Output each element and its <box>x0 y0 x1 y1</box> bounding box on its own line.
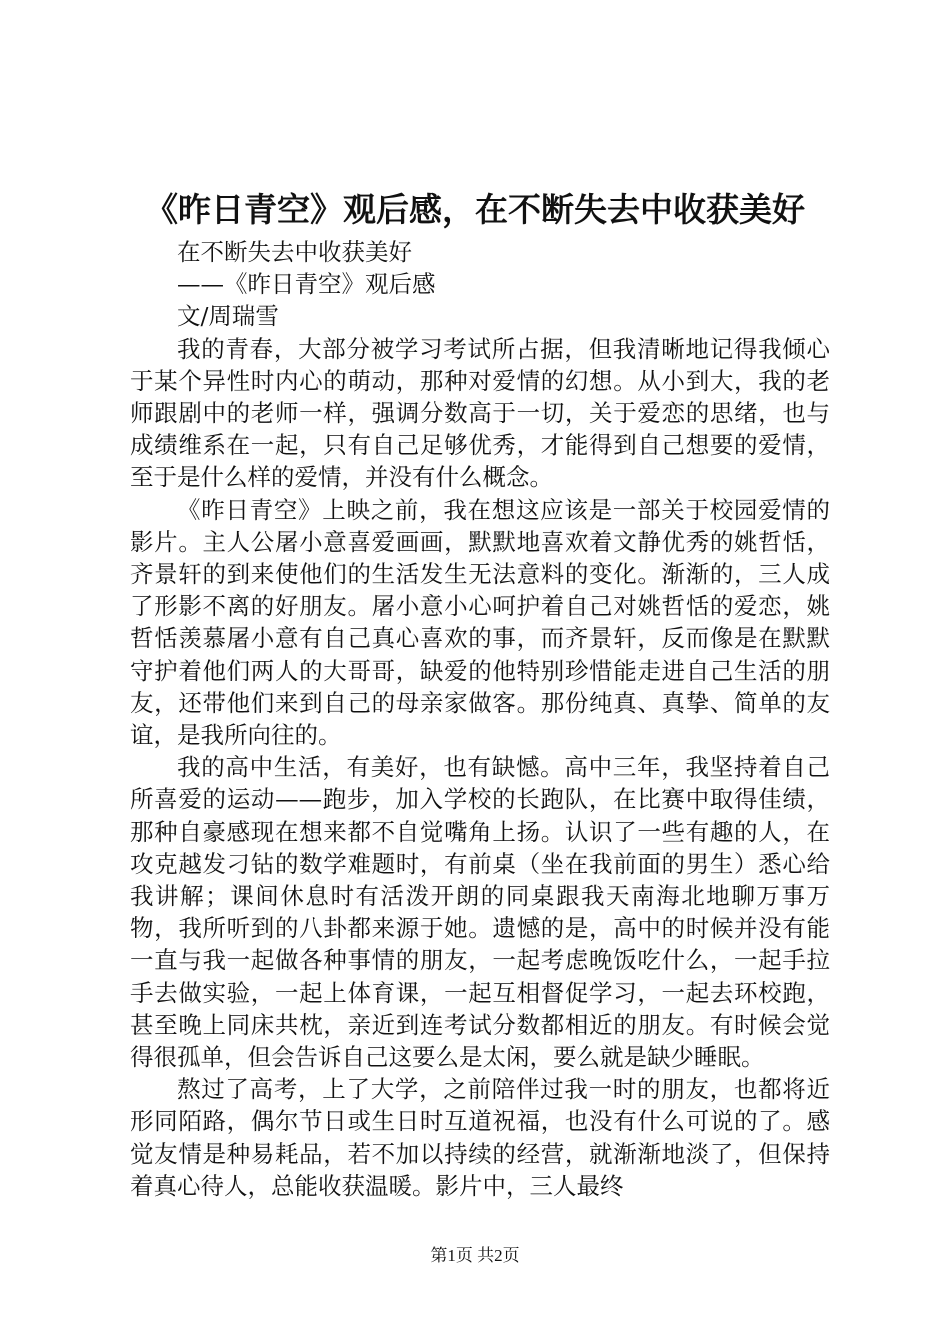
subtitle: 在不断失去中收获美好 <box>177 238 412 266</box>
paragraph-4: 熬过了高考，上了大学，之前陪伴过我一时的朋友，也都将近形同陌路，偶尔节日或生日时互道祝福，也没有什么可说的了。感觉友情是种易耗品，若不加以持续的经营，就渐渐地淡了，但保持着真心待人，总能收获温暖。影片中，三人最终 <box>130 1075 830 1200</box>
author-line: 文/周瑞雪 <box>177 302 279 331</box>
paragraph-1: 我的青春，大部分被学习考试所占据，但我清晰地记得我倾心于某个异性时内心的萌动，那种对爱情的幻想。从小到大，我的老师跟剧中的老师一样，强调分数高于一切，关于爱恋的思绪，也与成绩维系在一起，只有自己足够优秀，才能得到自己想要的爱情，至于是什么样的爱情，并没有什么概念。 <box>130 334 830 492</box>
subtitle-film: ——《昨日青空》观后感 <box>177 270 436 299</box>
paragraph-3: 我的高中生活，有美好，也有缺憾。高中三年，我坚持着自己所喜爱的运动——跑步，加入学校的长跑队，在比赛中取得佳绩，那种自豪感现在想来都不自觉嘴角上扬。认识了一些有趣的人，在攻克越发刁钻的数学难题时，有前桌（坐在我前面的男生）悉心给我讲解；课间休息时有活泼开朗的同桌跟我天南海北地聊万事万物，我所听到的八卦都来源于她。遗憾的是，高中的时候并没有能一直与我一起做各种事情的朋友，一起考虑晚饭吃什么，一起手拉手去做实验，一起上体育课，一起互相督促学习，一起去环校跑，甚至晚上同床共枕，亲近到连考试分数都相近的朋友。有时候会觉得很孤单，但会告诉自己这要么是太闲，要么就是缺少睡眠。 <box>130 753 830 1072</box>
document-body <box>130 236 830 1202</box>
page-footer: 第1页 共2页 <box>430 1246 520 1265</box>
paragraph-2: 《昨日青空》上映之前，我在想这应该是一部关于校园爱情的影片。主人公屠小意喜爱画画，默默地喜欢着文静优秀的姚哲恬，齐景轩的到来使他们的生活发生无法意料的变化。渐渐的，三人成了形影不离的好朋友。屠小意小心呵护着自己对姚哲恬的爱恋，姚哲恬羡慕屠小意有自己真心喜欢的事，而齐景轩，反而像是在默默守护着他们两人的大哥哥，缺爱的他特别珍惜能走进自己生活的朋友，还带他们来到自己的母亲家做客。那份纯真、真挚、简单的友谊，是我所向往的。 <box>130 495 830 750</box>
document-title: 《昨日青空》观后感，在不断失去中收获美好 <box>145 190 805 229</box>
